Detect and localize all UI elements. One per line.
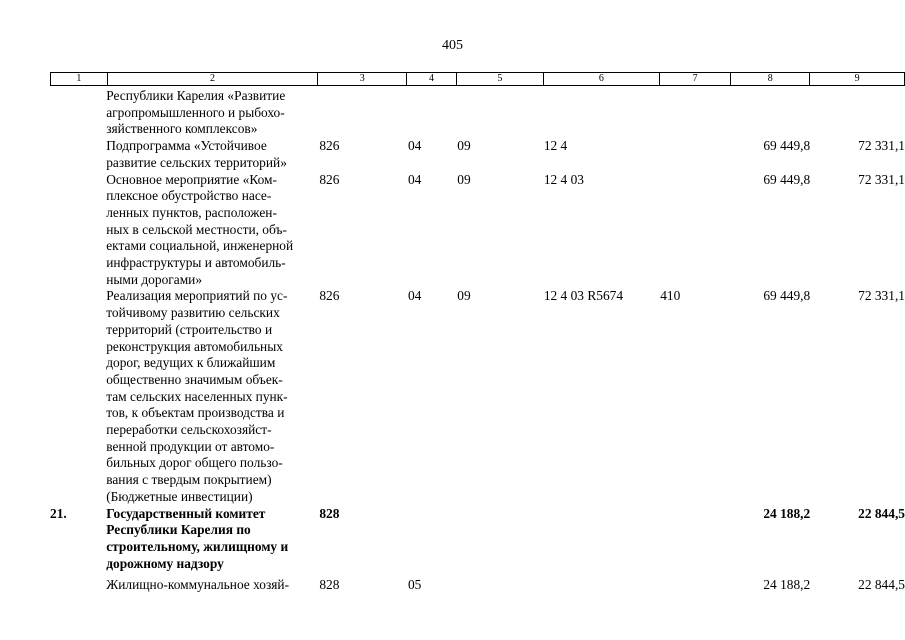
- row-expense-type: [660, 506, 731, 573]
- row-expense-type: 410: [660, 288, 681, 304]
- row-expense-type: [660, 572, 731, 594]
- row-name: Основное мероприятие «Ком- плексное обустройство насе- ленных пунктов, расположен- ных в сельской местности, объ- ектами социальной, инженерной инфраструктуры и автомобиль- ными дорогами»: [106, 171, 294, 287]
- row-code-admin: 826: [319, 171, 340, 187]
- row-name: Государственный комитет Республики Карелия по строительному, жилищному и дорожному надзору: [106, 505, 289, 571]
- row-code-admin: 826: [319, 288, 340, 304]
- row-name: Реализация мероприятий по ус- тойчивому развитию сельских территорий (строительство и реконструкция автомобильных дорог, ведущих к ближайшим общественно значимым объек- там сельских населенных пунк- тов, к объектам производства и переработки сельскохозяйст- венной продукции от автомо- бильных дорог общего пользо- вания с твердым покрытием) (Бюджетные инвестиции): [106, 288, 288, 504]
- row-subsection: [457, 88, 544, 138]
- row-amount-year-2: 22 844,5: [858, 505, 905, 521]
- row-code-admin: 828: [319, 505, 340, 521]
- row-number: [50, 88, 106, 138]
- row-expense-type: [660, 172, 731, 289]
- row-section: 04: [407, 288, 422, 304]
- row-name: Подпрограмма «Устойчивое развитие сельских территорий»: [106, 138, 287, 170]
- row-code-admin: 828: [319, 577, 340, 593]
- table-row: [50, 288, 905, 505]
- row-name: Жилищно-коммунальное хозяй-: [106, 577, 290, 593]
- row-amount-year-1: 24 188,2: [763, 505, 811, 521]
- column-header-1: 1: [51, 73, 108, 86]
- column-header-6: 6: [543, 73, 659, 86]
- row-target-item: [544, 572, 660, 594]
- row-section: 04: [407, 171, 422, 187]
- table-row: [50, 88, 905, 138]
- column-header-8: 8: [731, 73, 810, 86]
- row-code-admin: 826: [319, 138, 340, 154]
- row-section: [408, 506, 457, 573]
- row-section: [408, 88, 457, 138]
- row-subsection: 09: [457, 171, 471, 187]
- row-name: Республики Карелия «Развитие агропромышленного и рыбохо- зяйственного комплексов»: [106, 88, 286, 137]
- row-target-item: 12 4 03: [543, 171, 584, 187]
- row-number: 21.: [50, 505, 67, 521]
- row-number: [50, 172, 106, 289]
- row-subsection: [457, 572, 544, 594]
- row-amount-year-2: [810, 88, 905, 138]
- column-header-row: [50, 72, 905, 86]
- row-expense-type: [660, 138, 731, 171]
- column-header-3: 3: [318, 73, 407, 86]
- table-row: [50, 138, 905, 171]
- row-section: 05: [407, 577, 422, 593]
- row-amount-year-2: 72 331,1: [858, 288, 905, 304]
- row-subsection: [457, 506, 544, 573]
- row-expense-type: [660, 88, 731, 138]
- row-target-item: [544, 506, 660, 573]
- row-section: 04: [407, 138, 422, 154]
- row-amount-year-2: 72 331,1: [858, 138, 905, 154]
- table-row: [50, 172, 905, 289]
- row-subsection: 09: [457, 138, 471, 154]
- column-header-2: 2: [107, 73, 318, 86]
- row-target-item: [544, 88, 660, 138]
- table-row: [50, 506, 905, 573]
- budget-table-body: [50, 88, 905, 594]
- row-target-item: 12 4 03 R5674: [543, 288, 624, 304]
- row-number: [50, 288, 106, 505]
- budget-table: [50, 88, 905, 594]
- column-header-9: 9: [810, 73, 905, 86]
- row-subsection: 09: [457, 288, 471, 304]
- row-amount-year-1: [731, 88, 810, 138]
- row-target-item: 12 4: [543, 138, 568, 154]
- row-code-admin: [319, 88, 408, 138]
- row-amount-year-1: 69 449,8: [763, 288, 811, 304]
- row-amount-year-1: 69 449,8: [763, 138, 811, 154]
- row-number: [50, 572, 106, 594]
- column-header-4: 4: [407, 73, 457, 86]
- page-number: 405: [442, 38, 463, 53]
- row-amount-year-2: 22 844,5: [858, 577, 905, 593]
- table-row: [50, 572, 905, 594]
- column-header-5: 5: [456, 73, 543, 86]
- row-amount-year-1: 69 449,8: [763, 171, 811, 187]
- row-number: [50, 138, 106, 171]
- row-amount-year-2: 72 331,1: [858, 171, 905, 187]
- row-amount-year-1: 24 188,2: [763, 577, 811, 593]
- column-header-7: 7: [659, 73, 730, 86]
